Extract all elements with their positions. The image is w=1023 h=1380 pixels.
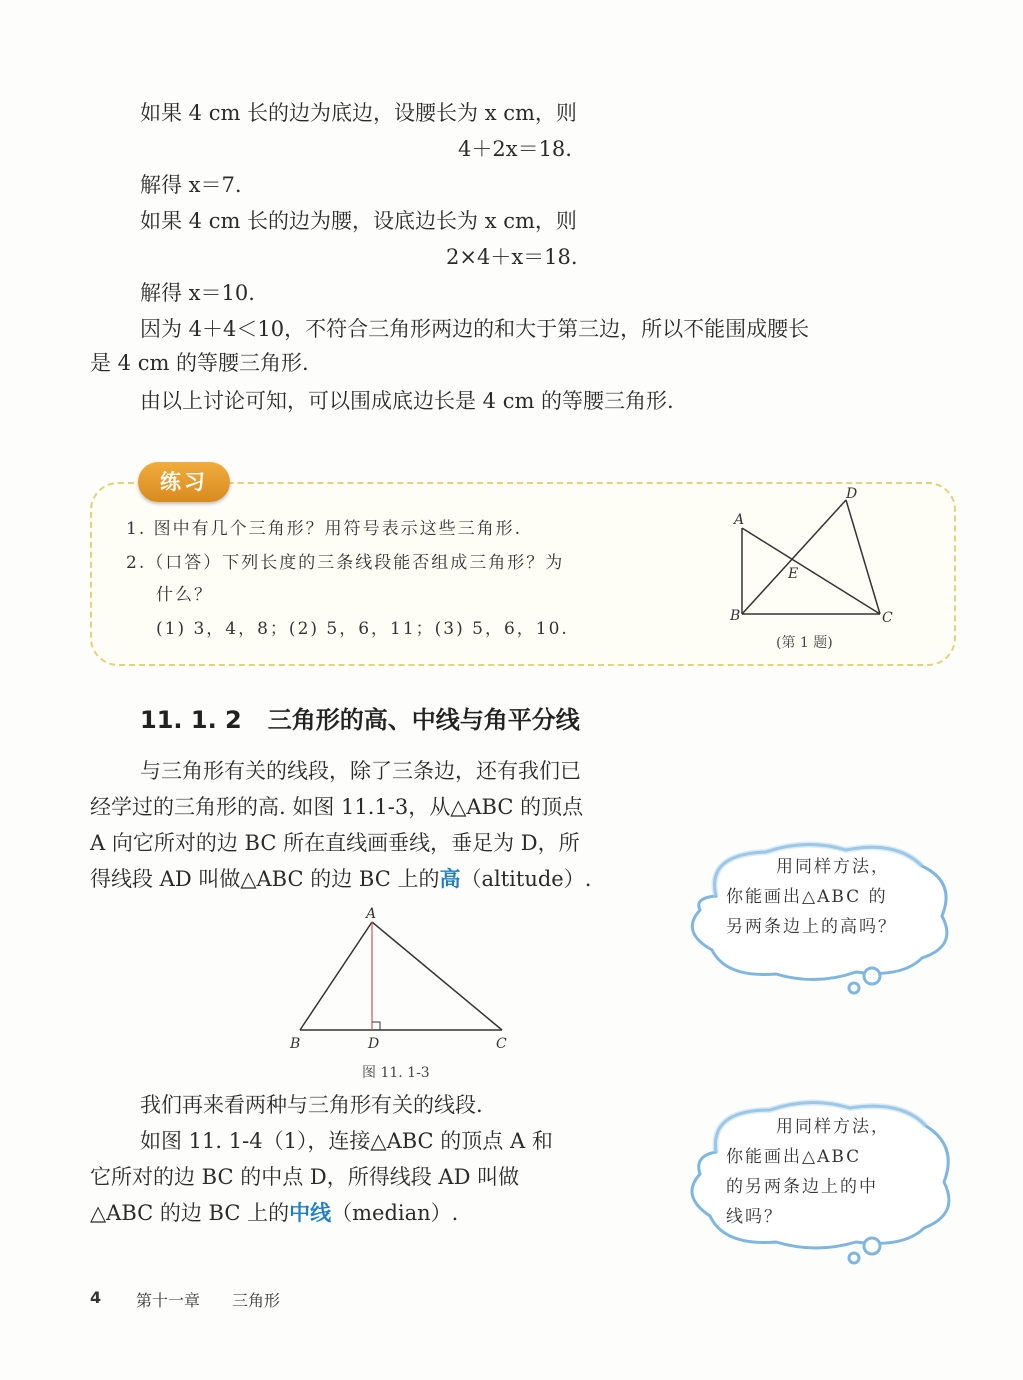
section-number: 11. 1. 2 [140,706,242,734]
cloud-text: 你能画出△ABC 的 [726,887,888,907]
equation: 2×4＋x＝18. [446,245,578,269]
cloud-text: 用同样方法， [776,1117,890,1137]
cloud-text: 用同样方法， [776,857,890,877]
practice-question-2-options: (1) 3，4，8；(2) 5，6，11；(3) 5，6，10. [156,619,569,639]
paragraph-line [90,864,591,894]
practice-question-2: 2.（口答）下列长度的三条线段能否组成三角形？为 [126,553,565,573]
text-segment: 得线段 AD 叫做△ABC 的边 BC 上的 [90,867,440,891]
text-segment: （altitude）. [460,867,592,891]
text-line: 如果 4 cm 长的边为底边，设腰长为 x cm，则 [140,101,577,125]
cloud-text: 你能画出△ABC [726,1147,862,1167]
section-title: 三角形的高、中线与角平分线 [267,706,580,734]
equation: 4＋2x＝18. [458,137,572,161]
text-line: 如果 4 cm 长的边为腰，设底边长为 x cm，则 [140,209,577,233]
label-d: D [846,486,858,502]
segment-ab [300,922,372,1030]
label-b: B [290,1036,301,1052]
label-c: C [882,610,893,626]
paragraph-line: 它所对的边 BC 的中点 D，所得线段 AD 叫做 [90,1165,520,1189]
paragraph-line: 如图 11. 1-4（1），连接△ABC 的顶点 A 和 [140,1129,553,1153]
figure-caption: 图 11. 1-3 [362,1065,430,1081]
paragraph-line: 与三角形有关的线段，除了三条边，还有我们已 [140,759,581,783]
text-segment: △ABC 的边 BC 上的 [90,1201,290,1225]
practice-question-1: 1. 图中有几个三角形？用符号表示这些三角形. [126,519,523,539]
text-segment: （median）. [331,1201,459,1225]
label-a: A [366,906,377,922]
page-number: 4 [90,1288,102,1307]
practice-badge: 练习 [138,462,230,502]
cloud-text: 另两条边上的高吗？ [726,917,897,937]
term-median: 中线 [289,1200,332,1225]
segment-ac [742,528,880,614]
paragraph-line: 经学过的三角形的高. 如图 11.1-3，从△ABC 的顶点 [90,795,584,819]
label-b: B [730,608,741,624]
label-d: D [368,1036,380,1052]
text-line: 解得 x＝10. [140,281,255,305]
label-a: A [734,512,745,528]
practice-figure [722,484,902,634]
segment-dc [846,500,880,614]
text-line: 是 4 cm 的等腰三角形. [90,351,309,375]
segment-bd [742,500,846,614]
paragraph-line: A 向它所对的边 BC 所在直线画垂线，垂足为 D，所 [90,831,580,855]
term-altitude: 高 [439,866,461,891]
practice-question-2-cont: 什么？ [156,585,213,605]
label-e: E [788,566,799,582]
text-line: 因为 4＋4＜10，不符合三角形两边的和大于第三边，所以不能围成腰长 [140,317,810,341]
cloud-text: 的另两条边上的中 [726,1177,878,1197]
chapter-label: 第十一章 [136,1291,201,1310]
text-line: 解得 x＝7. [140,173,242,197]
practice-figure-caption: (第 1 题) [776,635,833,651]
section-heading [140,700,580,735]
chapter-title: 三角形 [232,1291,281,1310]
paragraph-line [90,1198,458,1228]
label-c: C [496,1036,507,1052]
text-line: 由以上讨论可知，可以围成底边长是 4 cm 的等腰三角形. [140,389,674,413]
paragraph-line: 我们再来看两种与三角形有关的线段. [140,1093,483,1117]
cloud-text: 线吗？ [726,1207,783,1227]
right-angle-mark [372,1022,380,1030]
altitude-figure [282,902,522,1052]
segment-ac [372,922,502,1030]
